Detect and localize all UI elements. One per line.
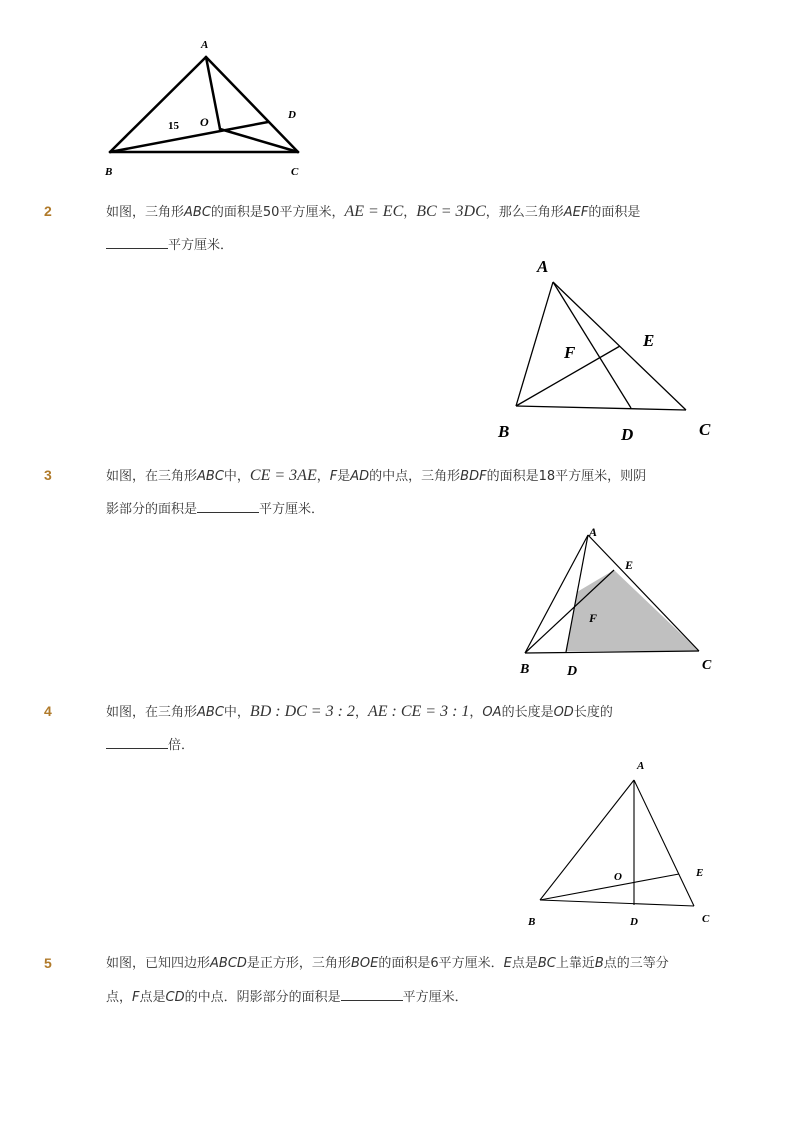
question-3-number: 3 [44, 467, 52, 483]
question-4-line-2 [106, 736, 194, 755]
fig2-label-c: C [699, 420, 711, 439]
q5-text: 点， [106, 990, 133, 1005]
q5-text: 的中点．阴影部分的面积是 [184, 990, 341, 1005]
q3-text: 的面积是18平方厘米，则阴 [486, 469, 647, 484]
fig3-label-e: E [625, 558, 634, 572]
question-5-line-2 [106, 988, 468, 1007]
q5-text: 的面积是6平方厘米． [378, 956, 504, 971]
q3-text: 影部分的面积是 [106, 502, 198, 517]
question-2-line-1 [106, 203, 640, 222]
q5-text: 点的三等分 [603, 956, 669, 971]
q3-triangle-bdf: BDF [460, 469, 487, 484]
q5-text: 如图，已知四边形 [106, 956, 211, 971]
q2-text: ，那么三角形 [485, 205, 564, 220]
q4-formula-ae-ce: AE : CE = 3 : 1 [367, 703, 470, 720]
fig3-label-b: B [520, 662, 530, 677]
q4-triangle-abc: ABC [197, 705, 224, 720]
q4-text: ， [469, 705, 483, 720]
fig4-label-o: O [614, 871, 622, 883]
q3-text: 中， [223, 469, 250, 484]
question-3-line-1 [106, 467, 646, 486]
question-3-line-2 [106, 500, 324, 519]
q4-text: 倍． [168, 738, 195, 753]
q4-text: 如图，在三角形 [106, 705, 198, 720]
fig1-label-c: C [291, 166, 299, 178]
fig4-label-b: B [528, 916, 536, 928]
fig4-segment-be [540, 874, 679, 900]
q2-text: 平方厘米． [168, 238, 234, 253]
q2-text: ， [403, 205, 417, 220]
q2-formula-bc-3dc: BC = 3DC [416, 203, 486, 220]
fig2-edge-bc [516, 406, 686, 410]
fig1-area-label: 15 [168, 120, 179, 132]
fig4-label-e: E [696, 867, 704, 879]
fig4-edge-bc [540, 900, 694, 906]
q2-triangle-abc: ABC [184, 205, 211, 220]
fig3-label-f: F [589, 611, 598, 625]
q3-text: 的中点，三角形 [369, 469, 461, 484]
q2-text: 的面积是 [588, 205, 641, 220]
fig3-label-a: A [589, 525, 598, 539]
q3-formula-ce-3ae: CE = 3AE [249, 467, 317, 484]
question-2-number: 2 [44, 203, 52, 219]
fig2-label-b: B [498, 422, 510, 441]
fig1-label-d: D [288, 109, 296, 121]
question-2-line-2 [106, 236, 233, 255]
q4-text: 中， [223, 705, 250, 720]
q4-formula-bd-dc: BD : DC = 3 : 2 [249, 703, 355, 720]
question-5-number: 5 [44, 955, 52, 971]
fig2-label-a: A [537, 257, 549, 276]
fig2-label-d: D [621, 425, 634, 444]
q2-text: 的面积是50平方厘米， [210, 205, 345, 220]
q5-answer-blank[interactable] [341, 988, 403, 1001]
q3-text: 如图，在三角形 [106, 469, 198, 484]
fig4-edge-ac [634, 780, 694, 906]
q5-text: 是正方形，三角形 [246, 956, 351, 971]
q5-point-e: E [503, 956, 512, 971]
fig1-label-b: B [105, 166, 113, 178]
fig1-label-a: A [201, 39, 209, 51]
fig2-label-f: F [564, 343, 576, 362]
q5-segment-cd: CD [165, 990, 185, 1005]
q4-text: ， [354, 705, 368, 720]
fig3-label-d: D [567, 664, 578, 678]
q4-segment-oa: OA [482, 705, 502, 720]
fig2-label-e: E [643, 331, 655, 350]
q5-text: 上靠近 [555, 956, 595, 971]
q3-text: 是 [337, 469, 351, 484]
q2-formula-ae-ec: AE = EC [344, 203, 404, 220]
question-4-number: 4 [44, 703, 52, 719]
q5-text: 平方厘米． [402, 990, 468, 1005]
q2-answer-blank[interactable] [106, 236, 168, 249]
figure-4 [520, 752, 720, 932]
fig3-edge-bc [525, 651, 699, 653]
question-5-line-1 [106, 955, 669, 973]
q5-square-abcd: ABCD [210, 956, 247, 971]
question-4-line-1 [106, 703, 613, 722]
fig1-label-o: O [200, 115, 209, 129]
q5-point-b: B [594, 956, 604, 971]
q5-triangle-boe: BOE [350, 956, 379, 971]
q3-point-f: F [329, 469, 338, 484]
figure-1 [100, 32, 310, 182]
q5-text: 点是 [139, 990, 166, 1005]
q4-text: 长度的 [573, 705, 613, 720]
q3-text: ， [316, 469, 330, 484]
q4-answer-blank[interactable] [106, 736, 168, 749]
fig4-label-d: D [630, 916, 638, 928]
q5-point-f: F [132, 990, 140, 1005]
q4-segment-od: OD [553, 705, 574, 720]
q3-segment-ad: AD [350, 469, 370, 484]
figure-3 [510, 518, 720, 678]
q4-text: 的长度是 [501, 705, 554, 720]
q2-text: 如图，三角形 [106, 205, 185, 220]
fig4-label-a: A [637, 760, 645, 772]
q5-segment-bc: BC [537, 956, 556, 971]
q2-triangle-aef: AEF [563, 205, 589, 220]
q3-text: 平方厘米． [259, 502, 325, 517]
fig3-label-c: C [702, 658, 712, 673]
fig4-label-c: C [702, 913, 710, 925]
q3-triangle-abc: ABC [197, 469, 224, 484]
figure-2 [490, 255, 720, 450]
q3-answer-blank[interactable] [197, 500, 259, 513]
q5-text: 点是 [511, 956, 538, 971]
